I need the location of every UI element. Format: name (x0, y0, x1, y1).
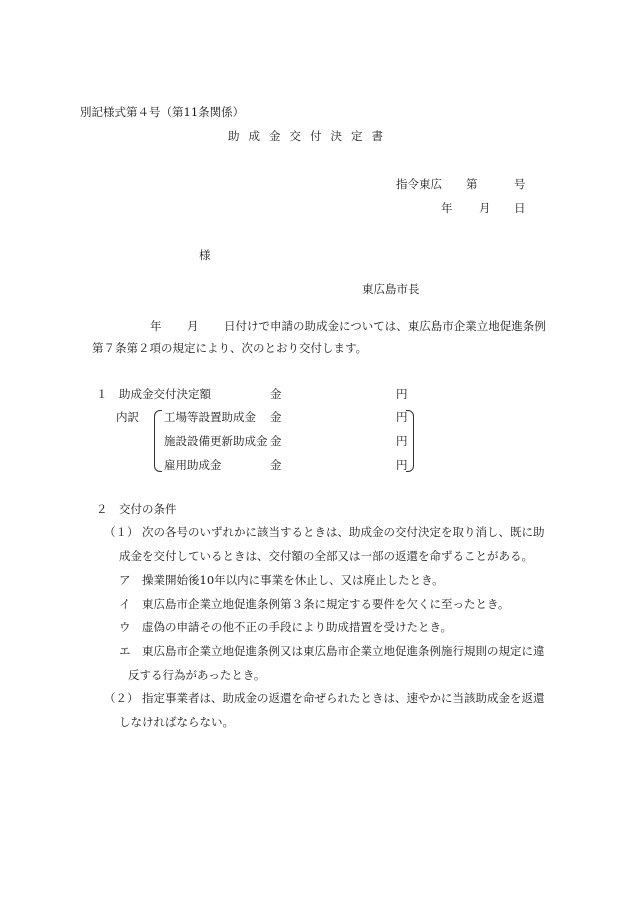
breakdown-item-name: 雇用助成金 (164, 458, 222, 472)
subitem-text: 虚偽の申請その他不正の手段により助成措置を受けたとき。 (142, 620, 453, 634)
subitem-marker: イ (119, 597, 131, 611)
breakdown-item-en: 円 (396, 434, 408, 448)
breakdown-label: 内訳 (116, 410, 139, 424)
ref-prefix: 指令東広 (396, 177, 442, 191)
date-day: 日 (514, 201, 526, 215)
condition2-line1: 指定事業者は、助成金の返還を命ぜられたときは、速やかに当該助成金を返還 (142, 691, 545, 705)
subitem-text: 操業開始後10年以内に事業を休止し、又は廃止したとき。 (142, 573, 444, 587)
section1-en: 円 (396, 387, 408, 401)
section1-kin: 金 (270, 387, 282, 401)
condition2-line2: しなければならない。 (119, 715, 234, 729)
addressee-honorific: 様 (199, 248, 211, 262)
intro-line2: 第７条第２項の規定により、次のとおり交付します。 (92, 341, 368, 355)
breakdown-item-en: 円 (396, 410, 408, 424)
section1-heading: １ 助成金交付決定額 (96, 387, 211, 401)
breakdown-item-kin: 金 (270, 434, 282, 448)
document-title: 助成金交付決定書 (228, 129, 392, 143)
condition1-marker: （１） (104, 525, 139, 539)
condition1-line2: 成金を交付しているときは、交付額の全部又は一部の返還を命ずることがある。 (119, 549, 533, 563)
subitem-text: 東広島市企業立地促進条例又は東広島市企業立地促進条例施行規則の規定に違 (142, 644, 545, 658)
subitem-marker: エ (119, 644, 131, 658)
issuer: 東広島市長 (362, 282, 420, 296)
condition2-marker: （２） (104, 691, 139, 705)
intro-year: 年 (150, 319, 162, 333)
form-reference: 別記様式第４号（第11条関係） (80, 105, 245, 119)
breakdown-item-kin: 金 (270, 410, 282, 424)
subitem-marker: ウ (119, 620, 131, 634)
intro-line1: 日付けで申請の助成金については、東広島市企業立地促進条例 (224, 319, 546, 333)
breakdown-bracket-left (154, 410, 162, 472)
intro-month: 月 (187, 319, 199, 333)
subitem-marker: ア (119, 573, 131, 587)
condition1-line1: 次の各号のいずれかに該当するときは、助成金の交付決定を取り消し、既に助 (142, 525, 545, 539)
date-month: 月 (479, 201, 491, 215)
ref-dai: 第 (466, 177, 478, 191)
breakdown-item-en: 円 (396, 458, 408, 472)
section2-heading: ２ 交付の条件 (96, 502, 177, 516)
ref-go: 号 (514, 177, 526, 191)
subitem-text: 東広島市企業立地促進条例第３条に規定する要件を欠くに至ったとき。 (142, 597, 510, 611)
subitem-continuation: 反する行為があったとき。 (128, 668, 266, 682)
breakdown-item-name: 工場等設置助成金 (164, 410, 256, 424)
breakdown-item-kin: 金 (270, 458, 282, 472)
breakdown-item-name: 施設設備更新助成金 (164, 434, 268, 448)
date-year: 年 (441, 201, 453, 215)
